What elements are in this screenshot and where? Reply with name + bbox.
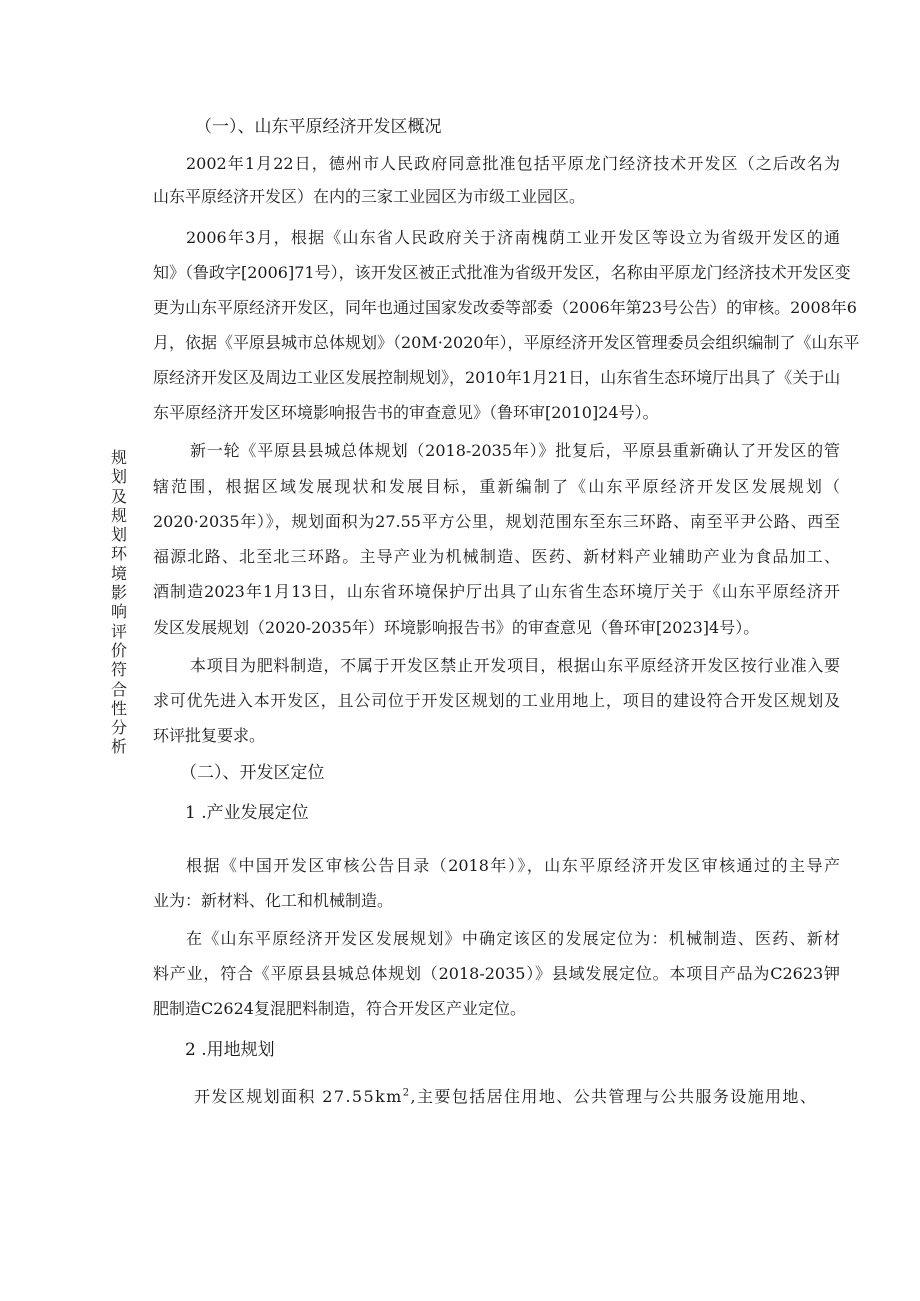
para-3-line-4: 福源北路、北至北三环路。主导产业为机械制造、医药、新材料产业辅助产业为食品加工、: [153, 547, 840, 566]
para-3-line-3: 2020·2035年）》，规划面积为27.55平方公里，规划范围东至东三环路、南至平尹公路、西至: [153, 512, 840, 531]
para-5-line-2: 业为：新材料、化工和机械制造。: [153, 891, 394, 910]
sidebar-label: 规划及规划环境影响评价符合性分析: [110, 448, 127, 757]
para-2-line-5: 原经济开发区及周边工业区发展控制规划》，2010年1月21日，山东省生态环境厅出具了《关于山: [153, 368, 841, 387]
para-4-line-2: 求可优先进入本开发区，且公司位于开发区规划的工业用地上，项目的建设符合开发区规划及: [153, 691, 840, 710]
para-4-line-3: 环评批复要求。: [153, 726, 266, 745]
para-6-line-2: 料产业，符合《平原县县城总体规划（2018-2035）》县域发展定位。本项目产品为C2623钾: [153, 964, 840, 983]
para-7-text-a: 开发区规划面积 27.55km: [194, 1087, 403, 1106]
subheading-1: 1 .产业发展定位: [185, 803, 309, 823]
section-heading-1: （一）、山东平原经济开发区概况: [195, 117, 442, 137]
para-3-line-2: 辖范围，根据区域发展现状和发展目标，重新编制了《山东平原经济开发区发展规划（: [153, 477, 840, 496]
para-1-line-1: 2002年1月22日，德州市人民政府同意批准包括平原龙门经济技术开发区（之后改名为: [186, 154, 840, 173]
para-6-line-3: 肥制造C2624复混肥料制造，符合开发区产业定位。: [153, 999, 526, 1018]
para-2-line-6: 东平原经济开发区环境影响报告书的审查意见》（鲁环审[2010]24号）。: [153, 403, 659, 422]
para-3-line-6: 发区发展规划（2020-2035年）环境影响报告书》的审查意见（鲁环审[2023]4号）。: [153, 618, 760, 637]
para-5-line-1: 根据《中国开发区审核公告目录（2018年）》，山东平原经济开发区审核通过的主导产: [186, 856, 840, 875]
section-heading-2: （二）、开发区定位: [180, 763, 325, 783]
para-6-line-1: 在《山东平原经济开发区发展规划》中确定该区的发展定位为：机械制造、医药、新材: [186, 929, 840, 948]
para-7-line-1: [194, 1086, 817, 1108]
area-unit-superscript: 2: [402, 1087, 411, 1099]
para-2-line-2: 知》（鲁政字[2006]71号），该开发区被正式批准为省级开发区，名称由平原龙门经济技术开发区变: [153, 263, 851, 282]
para-7-text-b: ,主要包括居住用地、公共管理与公共服务设施用地、: [410, 1087, 818, 1106]
para-2-line-3: 更为山东平原经济开发区，同年也通过国家发改委等部委（2006年第23号公告）的审核。2008年6: [153, 298, 857, 317]
para-2-line-1: 2006年3月，根据《山东省人民政府关于济南槐荫工业开发区等设立为省级开发区的通: [186, 228, 840, 247]
subheading-2: 2 .用地规划: [185, 1040, 275, 1060]
para-4-line-1: 本项目为肥料制造，不属于开发区禁止开发项目，根据山东平原经济开发区按行业准入要: [190, 656, 840, 675]
para-3-line-1: 新一轮《平原县县城总体规划（2018-2035年）》批复后，平原县重新确认了开发区的管: [190, 441, 840, 460]
para-2-line-4: 月，依据《平原县城市总体规划》（20M·2020年），平原经济开发区管理委员会组织编制了《山东平: [153, 333, 860, 352]
para-3-line-5: 酒制造2023年1月13日，山东省环境保护厅出具了山东省生态环境厅关于《山东平原经济开: [153, 582, 840, 601]
para-1-line-2: 山东平原经济开发区）在内的三家工业园区为市级工业园区。: [153, 187, 586, 206]
